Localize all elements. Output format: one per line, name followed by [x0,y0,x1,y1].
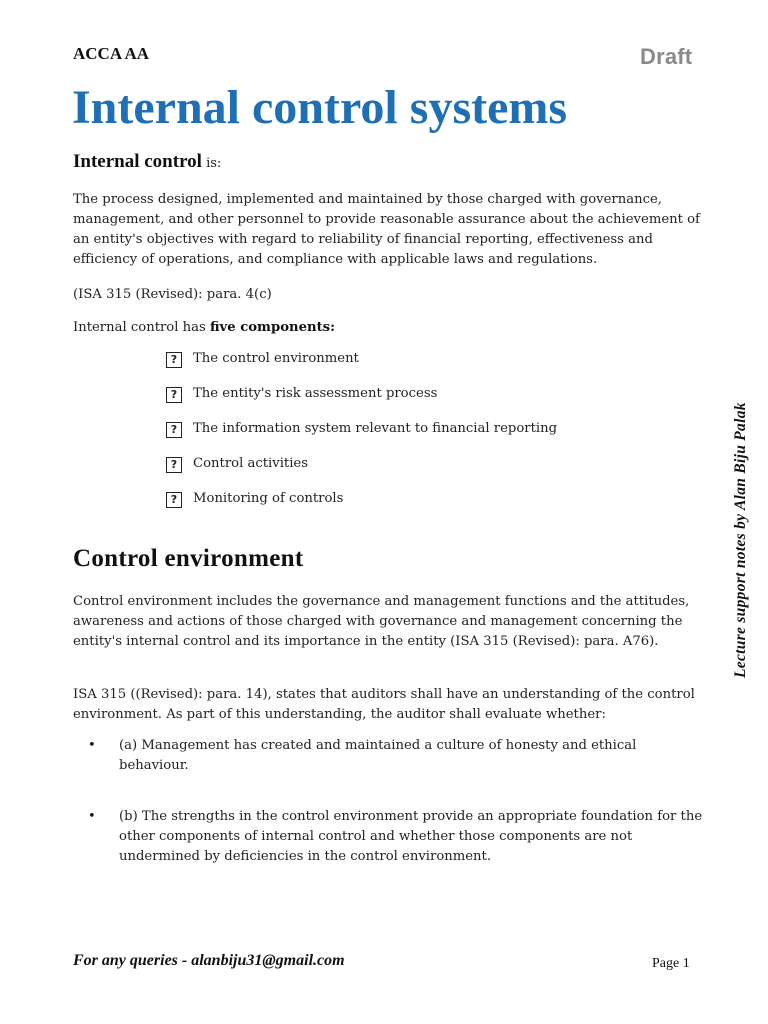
list-item [166,420,557,455]
defined-term: Internal control [73,151,202,172]
page-number: Page 1 [652,956,690,971]
component-label: The entity's risk assessment process [193,386,438,401]
question-box-icon: ? [166,387,182,403]
components-lead-bold: five components: [209,320,335,335]
draft-watermark: Draft [640,44,693,69]
question-box-icon: ? [166,457,182,473]
list-item [166,385,557,420]
evaluation-bullets [88,736,708,867]
side-note: Lecture support notes by Alan Biju Palak [732,402,749,678]
defined-term-suffix: is: [201,156,222,171]
component-label: The control environment [193,351,359,366]
list-item [166,490,557,525]
component-label: Monitoring of controls [193,491,344,506]
bullet-text: (b) The strengths in the control environment provide an appropriate foundation for the other components of internal control and whether those components are not undermined by deficiencies in the control environment. [119,809,703,864]
component-label: The information system relevant to financial reporting [193,421,558,436]
list-item [166,455,557,490]
question-box-icon: ? [166,352,182,368]
list-item [88,807,708,867]
question-box-icon: ? [166,492,182,508]
list-item [88,736,708,776]
reference-text: (ISA 315 (Revised): para. 4(c) [73,287,272,302]
section-paragraph-2: ISA 315 ((Revised): para. 14), states that auditors shall have an understanding of the control environment. As part of this understanding, the auditor shall evaluate whether: [73,687,695,722]
section-paragraph-1: Control environment includes the governance and management functions and the attitudes, awareness and actions of those charged with governance and management concerning the entity's internal control and its importance in the entity (ISA 315 (Revised): para. A76). [73,594,690,649]
course-label: ACCA AA [73,44,150,63]
definition-paragraph: The process designed, implemented and maintained by those charged with governance, management, and other personnel to provide reasonable assurance about the achievement of an entity's objectives with regard to reliability of financial reporting, effectiveness and efficiency of operations, and compliance with applicable laws and regulations. [73,192,700,267]
bullet-icon: • [88,809,96,824]
question-box-icon: ? [166,422,182,438]
components-list [166,350,557,525]
footer-contact: For any queries - alanbiju31@gmail.com [73,952,345,969]
page-title: Internal control systems [72,81,568,134]
bullet-text: (a) Management has created and maintained a culture of honesty and ethical behaviour. [119,738,637,773]
component-label: Control activities [193,456,308,471]
bullet-icon: • [88,738,96,753]
list-item [166,350,557,385]
components-lead [73,318,703,338]
definition-lead [73,151,221,173]
components-lead-text: Internal control has [73,320,210,335]
section-heading: Control environment [73,545,304,572]
